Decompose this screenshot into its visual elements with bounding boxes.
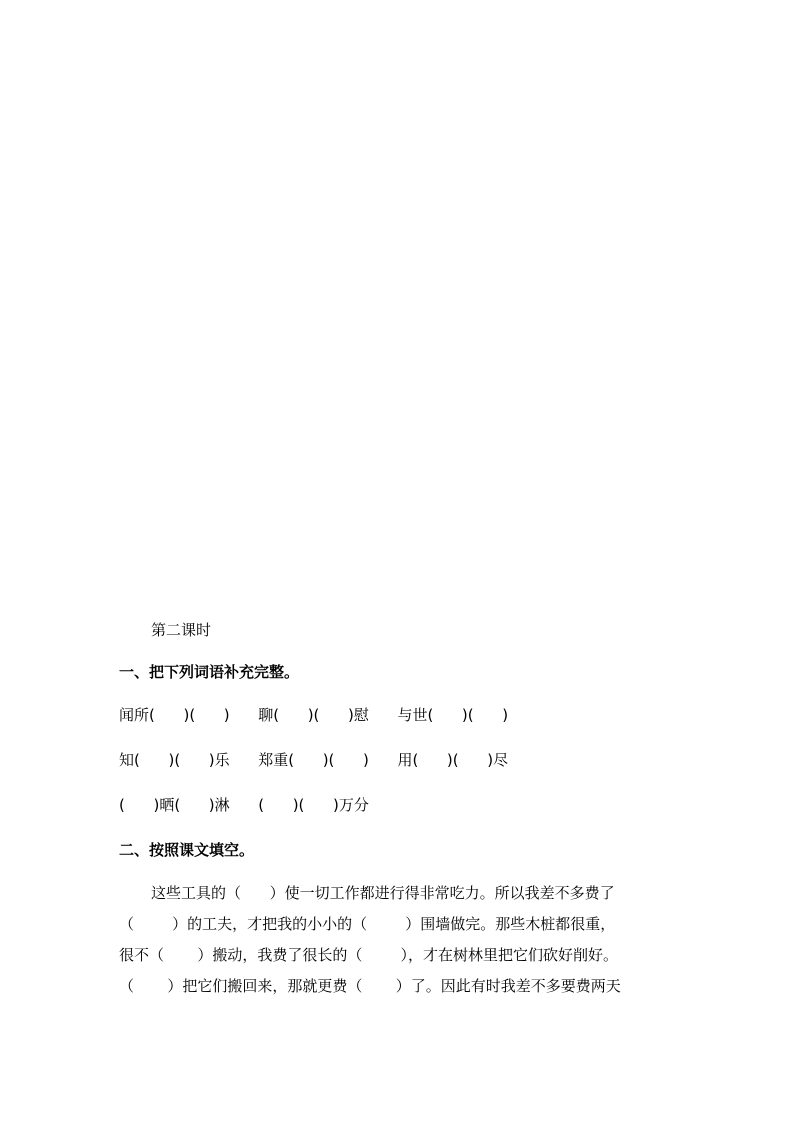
- fill-in-passage-line: 很不（ ）搬动，我费了很长的（ ），才在树林里把它们砍好削好。: [119, 946, 619, 964]
- fill-in-passage-line: 这些工具的（ ）使一切工作都进行得非常吃力。所以我差不多费了: [151, 884, 615, 902]
- word-completion-row: ( )晒( )淋 ( )( )万分: [119, 796, 369, 814]
- section1-heading: 一、把下列词语补充完整。: [119, 663, 300, 681]
- word-completion-row: 知( )( )乐 郑重( )( ) 用( )( )尽: [119, 751, 509, 769]
- word-completion-row: 闻所( )( ) 聊( )( )慰 与世( )( ): [119, 706, 509, 724]
- fill-in-passage-line: （ ）的工夫，才把我的小小的（ ）围墙做完。那些木桩都很重，: [119, 915, 616, 933]
- fill-in-passage-line: （ ）把它们搬回来，那就更费（ ）了。因此有时我差不多要费两天: [119, 977, 621, 995]
- lesson-title: 第二课时: [151, 621, 212, 639]
- section2-heading: 二、按照课文填空。: [119, 841, 255, 859]
